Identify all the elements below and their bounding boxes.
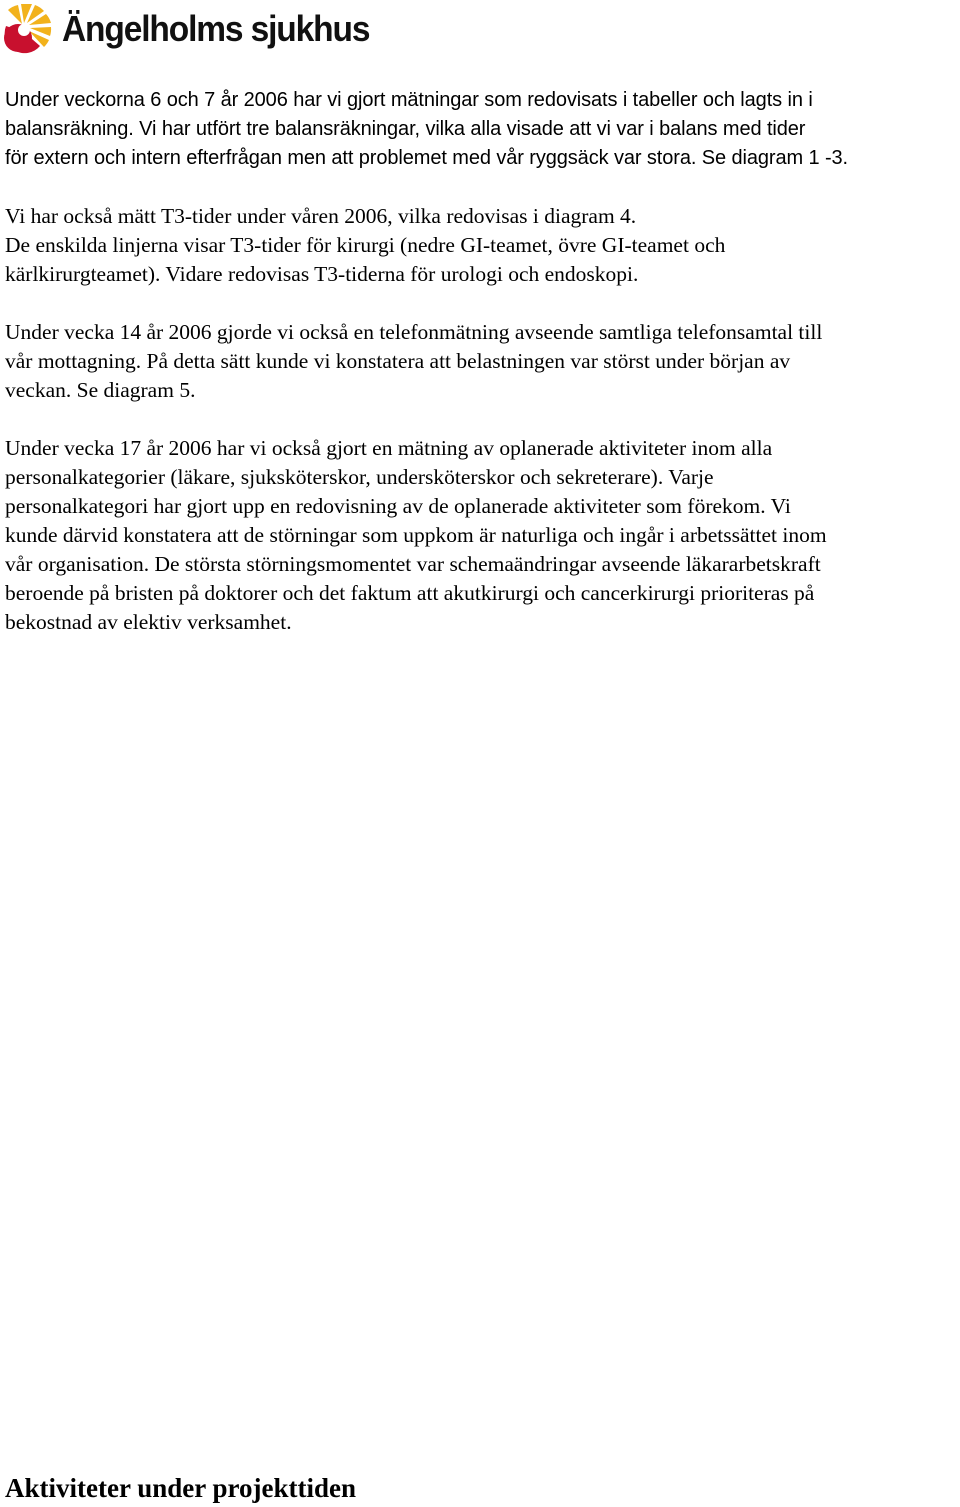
paragraph-phone-measurement xyxy=(5,318,957,405)
text-line: vår organisation. De största störningsmomentet var schemaändringar avseende läkararbetskraft xyxy=(5,552,821,576)
text-line: kunde därvid konstatera att de störningar som uppkom är naturliga och ingår i arbetssättet inom xyxy=(5,523,827,547)
text-line: Vi har också mätt T3-tider under våren 2006, vilka redovisas i diagram 4. xyxy=(5,204,637,228)
text-line: bekostnad av elektiv verksamhet. xyxy=(5,610,292,634)
text-line: beroende på bristen på doktorer och det faktum att akutkirurgi och cancerkirurgi prioriteras på xyxy=(5,581,815,605)
paragraph-t3-times xyxy=(5,202,957,289)
text-line: personalkategorier (läkare, sjuksköterskor, undersköterskor och sekreterare). Varje xyxy=(5,465,714,489)
text-line: De enskilda linjerna visar T3-tider för kirurgi (nedre GI-teamet, övre GI-teamet och xyxy=(5,233,726,257)
logo-text: Ängelholms sjukhus xyxy=(62,8,370,49)
text-line: för extern och intern efterfrågan men att problemet med vår ryggsäck var stora. Se diagram 1 -3. xyxy=(5,147,849,169)
text-line: Under vecka 14 år 2006 gjorde vi också en telefonmätning avseende samtliga telefonsamtal till xyxy=(5,320,823,344)
paragraph-unplanned-activities xyxy=(5,434,957,637)
text-line: balansräkning. Vi har utfört tre balansräkningar, vilka alla visade att vi var i balans med tider xyxy=(5,118,806,140)
text-line: personalkategori har gjort upp en redovisning av de oplanerade aktiviteter som förekom. Vi xyxy=(5,494,791,518)
text-line: Under vecka 17 år 2006 har vi också gjort en mätning av oplanerade aktiviteter inom alla xyxy=(5,436,773,460)
section-heading: Aktiviteter under projekttiden xyxy=(5,1473,356,1503)
sun-emblem-icon xyxy=(4,4,52,54)
text-line: vår mottagning. På detta sätt kunde vi konstatera att belastningen var störst under början av xyxy=(5,349,791,373)
text-line: Under veckorna 6 och 7 år 2006 har vi gjort mätningar som redovisats i tabeller och lagts in i xyxy=(5,89,813,111)
text-line: kärlkirurgteamet). Vidare redovisas T3-tiderna för urologi och endoskopi. xyxy=(5,262,639,286)
document-body xyxy=(5,86,957,666)
paragraph-measurements xyxy=(5,86,957,173)
hospital-logo xyxy=(4,4,392,54)
text-line: veckan. Se diagram 5. xyxy=(5,378,196,402)
